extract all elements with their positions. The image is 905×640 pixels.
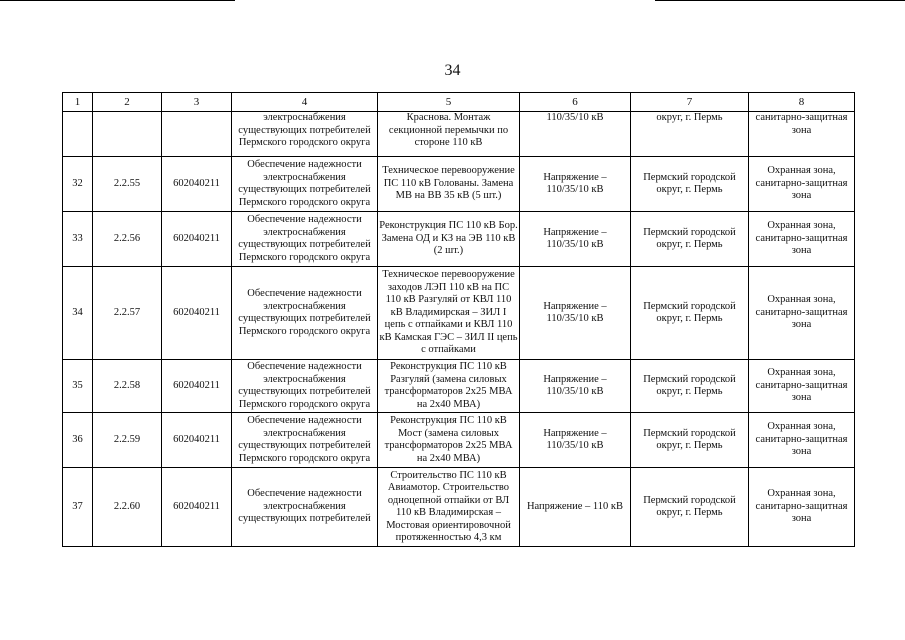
table-cell [63,112,93,157]
description-cell: Реконструкция ПС 110 кВ Бор. Замена ОД и КЗ на ЭВ 110 кВ (2 шт.) [378,212,520,267]
purpose-cell: Обеспечение надежности электроснабжения существующих потребителей Пермского городского округа [232,157,378,212]
voltage-cell: Напряжение – 110/35/10 кВ [520,267,631,360]
header-row [63,93,855,112]
purpose-cell: Обеспечение надежности электроснабжения существующих потребителей [232,468,378,547]
location-cell: Пермский городской округ, г. Пермь [631,468,749,547]
voltage-cell: Напряжение – 110/35/10 кВ [520,212,631,267]
row-number: 33 [63,212,93,267]
item-code: 2.2.60 [93,468,162,547]
table-cell: 110/35/10 кВ [520,112,631,157]
object-code: 602040211 [162,468,232,547]
top-border-right [655,0,905,1]
purpose-cell: Обеспечение надежности электроснабжения существующих потребителей Пермского городского округа [232,212,378,267]
table-row [63,212,855,267]
location-cell: Пермский городской округ, г. Пермь [631,267,749,360]
location-cell: Пермский городской округ, г. Пермь [631,360,749,413]
description-cell: Реконструкция ПС 110 кВ Мост (замена силовых трансформаторов 2х25 МВА на 2х40 МВА) [378,413,520,468]
zone-cell: Охранная зона, санитарно-защитная зона [749,212,855,267]
row-number: 36 [63,413,93,468]
column-header: 8 [749,93,855,112]
column-header: 4 [232,93,378,112]
table-row-continuation [63,112,855,157]
column-header: 5 [378,93,520,112]
table-row [63,468,855,547]
top-border-left [0,0,235,1]
purpose-cell: Обеспечение надежности электроснабжения существующих потребителей Пермского городского округа [232,413,378,468]
table-row [63,360,855,413]
item-code: 2.2.55 [93,157,162,212]
column-header: 3 [162,93,232,112]
description-cell: Техническое перевооружение ПС 110 кВ Голованы. Замена МВ на ВВ 35 кВ (5 шт.) [378,157,520,212]
zone-cell: Охранная зона, санитарно-защитная зона [749,157,855,212]
table-cell [93,112,162,157]
table-cell: Краснова. Монтаж секционной перемычки по стороне 110 кВ [378,112,520,157]
column-header: 6 [520,93,631,112]
purpose-cell: Обеспечение надежности электроснабжения существующих потребителей Пермского городского округа [232,267,378,360]
zone-cell: Охранная зона, санитарно-защитная зона [749,468,855,547]
item-code: 2.2.57 [93,267,162,360]
row-number: 34 [63,267,93,360]
item-code: 2.2.58 [93,360,162,413]
table-cell: округ, г. Пермь [631,112,749,157]
description-cell: Строительство ПС 110 кВ Авиамотор. Строительство одноцепной отпайки от ВЛ 110 кВ Владимирская – Мостовая ориентировочной протяженностью 4,3 км [378,468,520,547]
purpose-cell: Обеспечение надежности электроснабжения существующих потребителей Пермского городского округа [232,360,378,413]
location-cell: Пермский городской округ, г. Пермь [631,212,749,267]
data-table [62,92,855,547]
row-number: 32 [63,157,93,212]
voltage-cell: Напряжение – 110 кВ [520,468,631,547]
table-cell: санитарно-защитная зона [749,112,855,157]
description-cell: Техническое перевооружение заходов ЛЭП 110 кВ на ПС 110 кВ Разгуляй от КВЛ 110 кВ Владимирская – ЗИЛ I цепь с отпайками и КВЛ 110 кВ Камская ГЭС – ЗИЛ II цепь с отпайками [378,267,520,360]
location-cell: Пермский городской округ, г. Пермь [631,413,749,468]
zone-cell: Охранная зона, санитарно-защитная зона [749,413,855,468]
zone-cell: Охранная зона, санитарно-защитная зона [749,267,855,360]
column-header: 7 [631,93,749,112]
voltage-cell: Напряжение – 110/35/10 кВ [520,413,631,468]
location-cell: Пермский городской округ, г. Пермь [631,157,749,212]
table-cell [162,112,232,157]
row-number: 35 [63,360,93,413]
row-number: 37 [63,468,93,547]
object-code: 602040211 [162,267,232,360]
zone-cell: Охранная зона, санитарно-защитная зона [749,360,855,413]
table-row [63,267,855,360]
column-header: 1 [63,93,93,112]
object-code: 602040211 [162,413,232,468]
page-number: 34 [444,62,461,79]
table-row [63,413,855,468]
voltage-cell: Напряжение – 110/35/10 кВ [520,157,631,212]
table-row [63,157,855,212]
object-code: 602040211 [162,212,232,267]
object-code: 602040211 [162,360,232,413]
description-cell: Реконструкция ПС 110 кВ Разгуляй (замена силовых трансформаторов 2х25 МВА на 2х40 МВА) [378,360,520,413]
item-code: 2.2.56 [93,212,162,267]
object-code: 602040211 [162,157,232,212]
column-header: 2 [93,93,162,112]
voltage-cell: Напряжение – 110/35/10 кВ [520,360,631,413]
table-cell: электроснабжения существующих потребителей Пермского городского округа [232,112,378,157]
item-code: 2.2.59 [93,413,162,468]
